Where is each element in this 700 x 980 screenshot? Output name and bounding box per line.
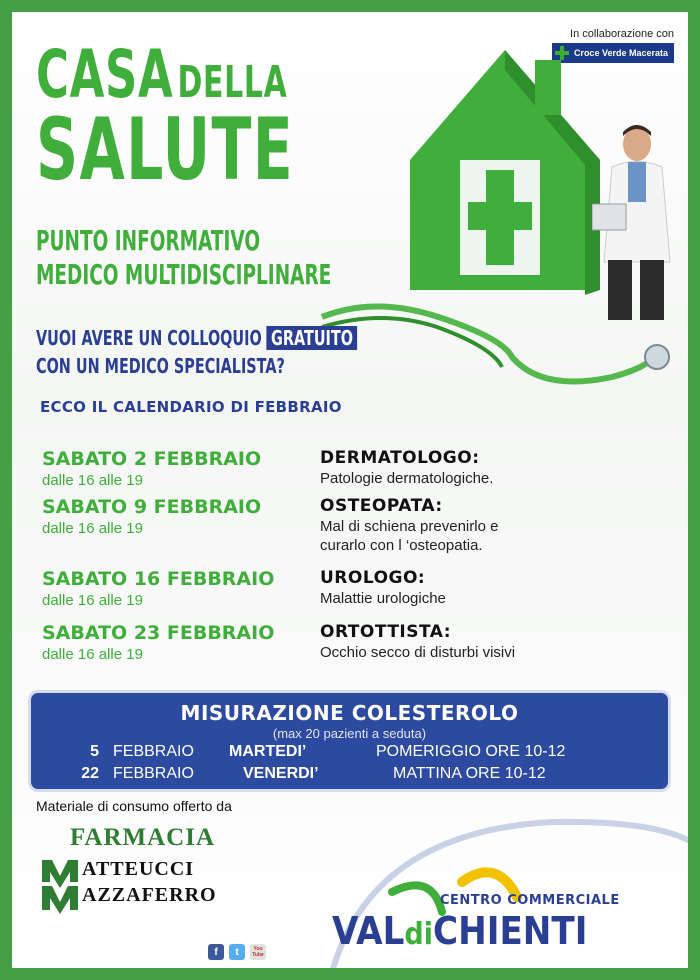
subtitle-line2: MEDICO MULTIDISCIPLINARE bbox=[36, 258, 332, 291]
specialist-name: OSTEOPATA: bbox=[320, 496, 443, 516]
specialist-topic: Occhio secco di disturbi visivi bbox=[320, 644, 516, 661]
day-hours: dalle 16 alle 19 bbox=[42, 472, 143, 489]
specialist-name: UROLOGO: bbox=[320, 568, 426, 588]
mall-name bbox=[332, 909, 587, 953]
row-day-number: 5 bbox=[90, 743, 99, 760]
question-text: VUOI AVERE UN COLLOQUIO bbox=[36, 326, 262, 350]
collab-label: In collaborazione con bbox=[570, 28, 674, 40]
mall-chienti: CHIENTI bbox=[432, 909, 588, 953]
facebook-icon[interactable]: f bbox=[208, 944, 224, 960]
day-label: SABATO 23 FEBBRAIO bbox=[42, 622, 275, 644]
house-cross-icon bbox=[400, 40, 610, 305]
mall-subtitle: CENTRO COMMERCIALE bbox=[440, 893, 620, 908]
cholesterol-title: MISURAZIONE COLESTEROLO bbox=[180, 701, 519, 725]
schedule-day bbox=[42, 448, 261, 489]
subtitle-line1: PUNTO INFORMATIVO bbox=[36, 224, 261, 257]
title-salute: SALUTE bbox=[36, 100, 295, 200]
cholesterol-box bbox=[28, 690, 671, 792]
sponsor-label: Materiale di consumo offerto da bbox=[36, 798, 232, 814]
schedule-specialist bbox=[320, 496, 540, 555]
cholesterol-note: (max 20 pazienti a seduta) bbox=[272, 726, 427, 741]
specialist-topic: Malattie urologiche bbox=[320, 590, 446, 607]
schedule-day bbox=[42, 496, 261, 537]
farmacia-line2: AZZAFERRO bbox=[82, 884, 217, 906]
schedule-day bbox=[42, 568, 274, 609]
title-della: DELLA bbox=[177, 57, 288, 108]
day-label: SABATO 16 FEBBRAIO bbox=[42, 568, 275, 590]
farmacia-line1: ATTEUCCI bbox=[82, 858, 195, 880]
row-month: FEBBRAIO bbox=[113, 765, 194, 782]
collab-partner: Croce Verde Macerata bbox=[573, 48, 668, 58]
farmacia-logo bbox=[40, 824, 270, 916]
schedule-specialist bbox=[320, 448, 493, 488]
farmacia-name: FARMACIA bbox=[70, 824, 216, 851]
title-casa: CASA bbox=[36, 36, 174, 113]
day-label: SABATO 2 FEBBRAIO bbox=[42, 448, 262, 470]
row-month: FEBBRAIO bbox=[113, 743, 194, 760]
poster-inner bbox=[12, 12, 688, 968]
social-icons bbox=[208, 944, 266, 960]
twitter-icon[interactable]: t bbox=[229, 944, 245, 960]
question-line2: CON UN MEDICO SPECIALISTA? bbox=[36, 354, 285, 378]
day-hours: dalle 16 alle 19 bbox=[42, 646, 143, 663]
row-weekday: VENERDI’ bbox=[243, 765, 319, 782]
mm-monogram-icon bbox=[40, 854, 80, 914]
cholesterol-row bbox=[31, 765, 668, 787]
schedule-day bbox=[42, 622, 274, 663]
row-weekday: MARTEDI’ bbox=[229, 743, 307, 760]
free-badge: GRATUITO bbox=[267, 326, 358, 350]
schedule-specialist bbox=[320, 622, 515, 662]
specialist-name: ORTOTTISTA: bbox=[320, 622, 452, 642]
specialist-name: DERMATOLOGO: bbox=[320, 448, 480, 468]
cholesterol-row bbox=[31, 743, 668, 765]
question-line1 bbox=[36, 326, 357, 350]
youtube-icon[interactable]: You Tube bbox=[250, 944, 266, 960]
row-day-number: 22 bbox=[81, 765, 99, 782]
row-time: POMERIGGIO ORE 10-12 bbox=[376, 743, 566, 760]
day-hours: dalle 16 alle 19 bbox=[42, 592, 143, 609]
day-label: SABATO 9 FEBBRAIO bbox=[42, 496, 262, 518]
specialist-topic: Mal di schiena prevenirlo e curarlo con l ‘osteopatia. bbox=[320, 518, 499, 554]
calendar-heading: ECCO IL CALENDARIO DI FEBBRAIO bbox=[40, 398, 342, 416]
schedule-specialist bbox=[320, 568, 446, 608]
stethoscope-icon bbox=[312, 297, 682, 407]
specialist-topic: Patologie dermatologiche. bbox=[320, 470, 494, 487]
mall-di: di bbox=[404, 917, 433, 952]
row-time: MATTINA ORE 10-12 bbox=[393, 765, 546, 782]
day-hours: dalle 16 alle 19 bbox=[42, 520, 143, 537]
mall-val: VAL bbox=[332, 909, 405, 953]
